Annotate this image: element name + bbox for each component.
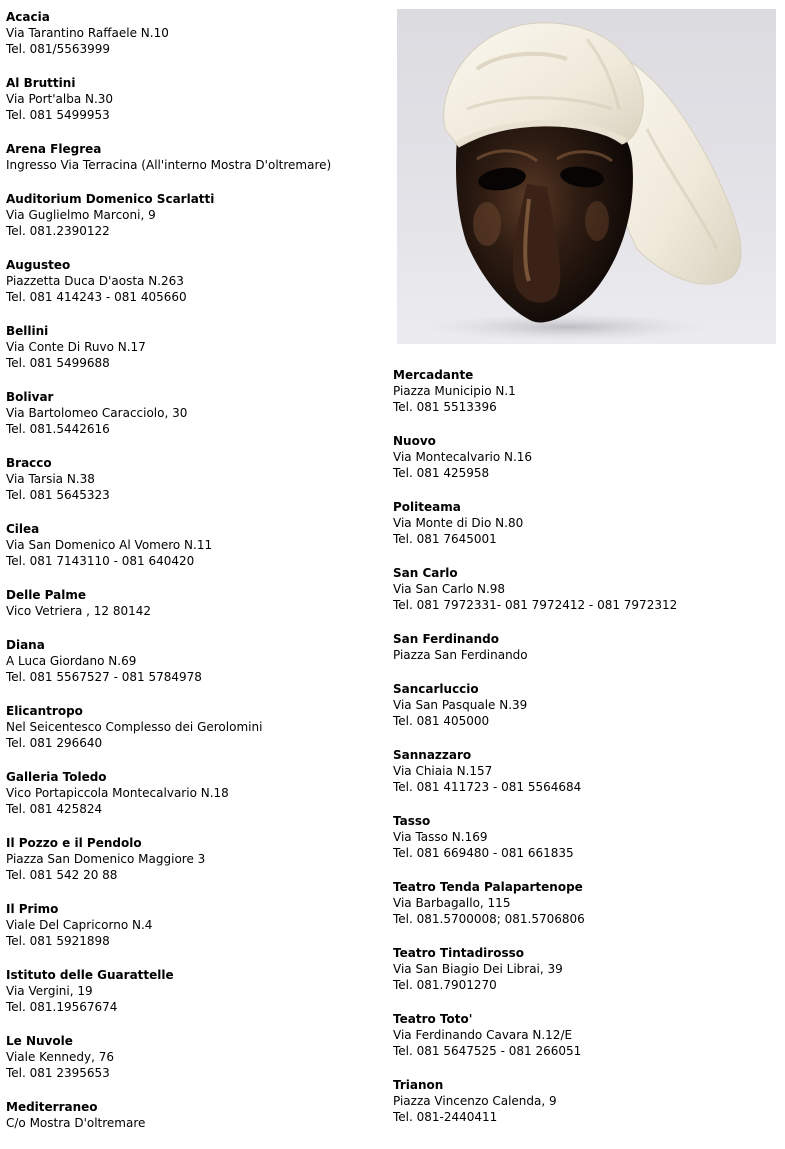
theatre-phone: Tel. 081 5499688 (6, 356, 110, 370)
theatre-entry (393, 367, 783, 415)
theatre-address: Via Barbagallo, 115 (393, 896, 511, 910)
theatre-name: Bracco (6, 456, 52, 470)
theatre-entry (393, 433, 783, 481)
theatre-address: Via Port'alba N.30 (6, 92, 114, 106)
theatre-name: Tasso (393, 814, 431, 828)
theatre-name: Elicantropo (6, 704, 83, 718)
theatre-address: Vico Vetriera , 12 80142 (6, 604, 152, 618)
theatre-entry (393, 1077, 783, 1125)
theatre-phone: Tel. 081 405000 (393, 714, 490, 728)
theatre-phone: Tel. 081 669480 - 081 661835 (393, 846, 574, 860)
theatre-name: Il Primo (6, 902, 59, 916)
theatre-address: Ingresso Via Terracina (All'interno Mostra D'oltremare) (6, 158, 332, 172)
theatre-name: Auditorium Domenico Scarlatti (6, 192, 215, 206)
theatre-entry (6, 587, 386, 619)
theatre-phone: Tel. 081 5921898 (6, 934, 110, 948)
theatre-phone: Tel. 081 542 20 88 (6, 868, 118, 882)
theatre-phone: Tel. 081 425958 (393, 466, 490, 480)
theatre-address: Via Montecalvario N.16 (393, 450, 533, 464)
theatre-phone: Tel. 081 5647525 - 081 266051 (393, 1044, 582, 1058)
theatre-phone: Tel. 081.19567674 (6, 1000, 118, 1014)
theatre-address: Via Conte Di Ruvo N.17 (6, 340, 146, 354)
theatre-address: Piazza San Ferdinando (393, 648, 528, 662)
theatre-address: Via San Carlo N.98 (393, 582, 506, 596)
theatre-entry (393, 813, 783, 861)
theatre-name: Mediterraneo (6, 1100, 98, 1114)
theatre-phone: Tel. 081 411723 - 081 5564684 (393, 780, 582, 794)
theatre-address: Piazza San Domenico Maggiore 3 (6, 852, 206, 866)
theatre-entry (6, 389, 386, 437)
theatre-name: Teatro Tintadirosso (393, 946, 524, 960)
theatre-address: Via Ferdinando Cavara N.12/E (393, 1028, 573, 1042)
theatre-entry (6, 1099, 386, 1131)
theatre-list-left (6, 9, 386, 1149)
theatre-address: Via Tasso N.169 (393, 830, 488, 844)
theatre-name: Il Pozzo e il Pendolo (6, 836, 142, 850)
theatre-entry (393, 681, 783, 729)
theatre-name: Sancarluccio (393, 682, 479, 696)
pulcinella-mask-image (397, 9, 776, 344)
theatre-name: Teatro Toto' (393, 1012, 473, 1026)
theatre-name: Diana (6, 638, 45, 652)
theatre-address: Via Chiaia N.157 (393, 764, 493, 778)
theatre-entry (6, 323, 386, 371)
theatre-entry (6, 521, 386, 569)
theatre-name: Galleria Toledo (6, 770, 107, 784)
theatre-phone: Tel. 081.5700008; 081.5706806 (393, 912, 585, 926)
theatre-address: Via San Pasquale N.39 (393, 698, 528, 712)
theatre-phone: Tel. 081-2440411 (393, 1110, 498, 1124)
theatre-entry (393, 631, 783, 663)
theatre-phone: Tel. 081 7143110 - 081 640420 (6, 554, 195, 568)
theatre-entry (6, 769, 386, 817)
theatre-list-right (393, 367, 783, 1143)
theatre-name: Cilea (6, 522, 40, 536)
theatre-entry (6, 835, 386, 883)
theatre-address: Via San Domenico Al Vomero N.11 (6, 538, 213, 552)
theatre-address: Via San Biagio Dei Librai, 39 (393, 962, 563, 976)
theatre-entry (393, 945, 783, 993)
theatre-address: Via Tarantino Raffaele N.10 (6, 26, 169, 40)
theatre-phone: Tel. 081 425824 (6, 802, 103, 816)
theatre-name: Delle Palme (6, 588, 86, 602)
theatre-address: A Luca Giordano N.69 (6, 654, 137, 668)
theatre-entry (6, 703, 386, 751)
theatre-name: Bolivar (6, 390, 54, 404)
theatre-name: San Carlo (393, 566, 458, 580)
theatre-address: Via Tarsia N.38 (6, 472, 95, 486)
theatre-name: Trianon (393, 1078, 444, 1092)
theatre-address: Via Vergini, 19 (6, 984, 93, 998)
theatre-name: Arena Flegrea (6, 142, 102, 156)
theatre-entry (6, 455, 386, 503)
theatre-name: Nuovo (393, 434, 436, 448)
pulcinella-mask-illustration (397, 9, 776, 344)
theatre-entry (6, 9, 386, 57)
theatre-name: San Ferdinando (393, 632, 499, 646)
theatre-entry (393, 565, 783, 613)
theatre-phone: Tel. 081 5567527 - 081 5784978 (6, 670, 202, 684)
theatre-address: Viale Kennedy, 76 (6, 1050, 115, 1064)
theatre-entry (393, 747, 783, 795)
theatre-phone: Tel. 081.7901270 (393, 978, 497, 992)
theatre-phone: Tel. 081 2395653 (6, 1066, 110, 1080)
theatre-phone: Tel. 081 5499953 (6, 108, 110, 122)
theatre-address: Via Guglielmo Marconi, 9 (6, 208, 156, 222)
theatre-address: Vico Portapiccola Montecalvario N.18 (6, 786, 229, 800)
theatre-entry (6, 257, 386, 305)
theatre-name: Istituto delle Guarattelle (6, 968, 174, 982)
theatre-phone: Tel. 081 5513396 (393, 400, 497, 414)
theatre-address: Piazza Municipio N.1 (393, 384, 516, 398)
theatre-address: Viale Del Capricorno N.4 (6, 918, 153, 932)
theatre-name: Sannazzaro (393, 748, 472, 762)
theatre-name: Le Nuvole (6, 1034, 73, 1048)
theatre-phone: Tel. 081 296640 (6, 736, 103, 750)
theatre-entry (393, 1011, 783, 1059)
theatre-name: Teatro Tenda Palapartenope (393, 880, 583, 894)
theatre-entry (393, 879, 783, 927)
theatre-entry (393, 499, 783, 547)
theatre-phone: Tel. 081/5563999 (6, 42, 111, 56)
theatre-name: Bellini (6, 324, 49, 338)
theatre-entry (6, 967, 386, 1015)
theatre-entry (6, 141, 386, 173)
theatre-name: Augusteo (6, 258, 71, 272)
theatre-phone: Tel. 081 7645001 (393, 532, 497, 546)
theatre-name: Al Bruttini (6, 76, 76, 90)
theatre-name: Acacia (6, 10, 50, 24)
theatre-address: Piazza Vincenzo Calenda, 9 (393, 1094, 557, 1108)
theatre-address: Via Bartolomeo Caracciolo, 30 (6, 406, 188, 420)
theatre-name: Politeama (393, 500, 461, 514)
theatre-address: Piazzetta Duca D'aosta N.263 (6, 274, 184, 288)
theatre-name: Mercadante (393, 368, 474, 382)
theatre-phone: Tel. 081.2390122 (6, 224, 110, 238)
theatre-entry (6, 75, 386, 123)
theatre-address: Nel Seicentesco Complesso dei Gerolomini (6, 720, 263, 734)
theatre-phone: Tel. 081.5442616 (6, 422, 110, 436)
theatre-entry (6, 191, 386, 239)
theatre-entry (6, 637, 386, 685)
theatre-phone: Tel. 081 414243 - 081 405660 (6, 290, 187, 304)
theatre-address: Via Monte di Dio N.80 (393, 516, 524, 530)
theatre-phone: Tel. 081 7972331- 081 7972412 - 081 7972312 (393, 598, 678, 612)
theatre-entry (6, 1033, 386, 1081)
theatre-phone: Tel. 081 5645323 (6, 488, 110, 502)
theatre-entry (6, 901, 386, 949)
theatre-address: C/o Mostra D'oltremare (6, 1116, 146, 1130)
